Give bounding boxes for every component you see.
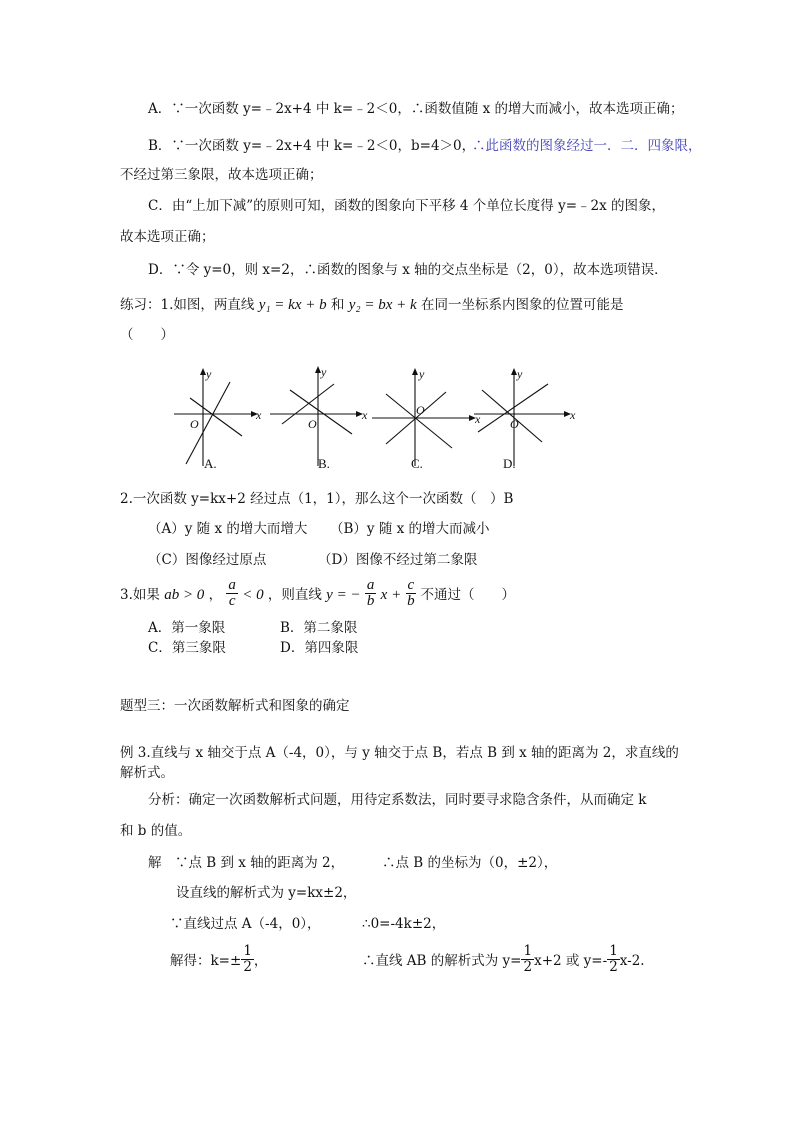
graph-a xyxy=(174,372,255,466)
graph-b-x-label: x xyxy=(362,408,368,422)
solution-line4b xyxy=(362,944,645,978)
graph-a-origin: O xyxy=(190,417,199,431)
q3-frac3-den: b xyxy=(407,593,415,609)
example-3-line1: 例 3.直线与 x 轴交于点 A（-4，0），与 y 轴交于点 B，若点 B 到 x 轴的距离为 2，求直线的 xyxy=(120,745,679,761)
option-d-text: D．∵令 y=0，则 x=2，∴函数的图象与 x 轴的交点坐标是（2，0），故本选项错误． xyxy=(148,262,668,278)
sol4a-end: ， xyxy=(253,953,268,969)
graph-c-x-label: x xyxy=(475,412,481,426)
q2-option-a: （A）y 随 x 的增大而增大 xyxy=(148,521,308,537)
solution-line3a: ∵直线过点 A（-4，0）， xyxy=(170,916,321,932)
q3-y: y = − xyxy=(326,587,361,603)
q1-equation-1: y₁ = kx + b xyxy=(258,297,327,313)
graph-a-label: A. xyxy=(204,456,217,471)
solution-line4a xyxy=(170,944,267,978)
graph-b-label: B. xyxy=(318,456,330,471)
q3-option-b: B．第二象限 xyxy=(280,620,358,636)
graph-b-line-2 xyxy=(290,390,352,434)
q2-option-b: （B）y 随 x 的增大而减小 xyxy=(330,521,490,537)
solution-line1b: ∴点 B 的坐标为（0，±2）， xyxy=(382,855,558,871)
option-b-text-line2: 不经过第三象限，故本选项正确； xyxy=(120,167,323,183)
q3-option-a: A．第一象限 xyxy=(148,620,226,636)
q2-option-c: （C）图像经过原点 xyxy=(148,552,267,568)
q1-suffix: 在同一坐标系内图象的位置可能是 xyxy=(420,297,624,313)
solution-line3b: ∴0=-4k±2， xyxy=(362,916,446,932)
q1-equation-2: y₂ = bx + k xyxy=(348,297,417,313)
option-c-text-line2: 故本选项正确； xyxy=(120,229,215,245)
graph-b-y-label: y xyxy=(321,365,327,379)
option-c-text: C．由“上加下减”的原则可知，函数的图象向下平移 4 个单位长度得 y=﹣2x 的图象， xyxy=(148,198,666,214)
section-title: 题型三：一次函数解析式和图象的确定 xyxy=(120,698,350,714)
example-3-line2: 解析式。 xyxy=(120,765,174,781)
sol4b-frac2-den: 2 xyxy=(609,959,618,975)
option-a-text: A．∵一次函数 y=﹣2x+4 中 k=﹣2＜0，∴函数值随 x 的增大而减小，故本选项正确； xyxy=(148,101,684,117)
q1-graphs xyxy=(160,362,590,476)
graph-d-x-label: x xyxy=(570,408,576,422)
q3-frac1-den: c xyxy=(228,593,236,609)
q3-ab: ab > 0 xyxy=(164,587,205,603)
graph-b-origin: O xyxy=(308,417,317,431)
solution-line1a: 解 ∵点 B 到 x 轴的距离为 2， xyxy=(148,855,345,871)
q3-frac-a-over-b xyxy=(365,578,377,609)
q3-option-c: C．第三象限 xyxy=(148,640,226,656)
option-b-text-part2: ∴此函数的图象经过一．二．四象限， xyxy=(472,138,702,154)
sol4b-frac1-num: 1 xyxy=(523,943,533,959)
q3-frac3-num: c xyxy=(407,577,415,593)
sol4b-frac1-den: 2 xyxy=(523,959,533,975)
q3-frac-c-over-b xyxy=(406,578,417,609)
sol4b-fraction-2 xyxy=(607,944,620,975)
q3-frac1-num: a xyxy=(228,577,236,593)
sol4b-frac2-num: 1 xyxy=(609,943,618,959)
q1-prefix: 练习：1.如图，两直线 xyxy=(120,297,255,313)
graph-a-y-label: y xyxy=(206,367,212,381)
graph-d xyxy=(474,372,568,466)
q3-prefix: 3.如果 xyxy=(120,587,160,603)
graph-c-y-label: y xyxy=(419,367,425,381)
sol4a-text: 解得：k=± xyxy=(170,953,242,969)
practice-q3 xyxy=(120,577,515,611)
q3-mid: ，则直线 xyxy=(267,587,322,603)
q3-frac2-den: b xyxy=(366,593,375,609)
graph-d-y-label: y xyxy=(517,367,523,381)
practice-q1 xyxy=(120,297,623,313)
graph-d-line-2 xyxy=(482,390,542,442)
graph-c-origin: O xyxy=(416,403,425,417)
analysis-line2: 和 b 的值。 xyxy=(120,823,192,839)
q3-lt: < 0 xyxy=(242,587,264,603)
graph-c-y-arrow xyxy=(412,368,418,375)
sol4b-mid: x+2 或 y=- xyxy=(534,953,608,969)
graph-d-label: D. xyxy=(503,456,516,471)
practice-q2: 2.一次函数 y=kx+2 经过点（1，1），那么这个一次函数（ ）B xyxy=(120,491,514,507)
graph-a-x-label: x xyxy=(256,408,262,422)
graph-c-label: C. xyxy=(411,456,423,471)
sol4b-text: ∴直线 AB 的解析式为 y= xyxy=(362,953,522,969)
sol4a-fraction xyxy=(241,944,254,975)
q3-frac-a-over-c xyxy=(226,578,238,609)
q3-frac2-num: a xyxy=(366,577,375,593)
sol4a-frac-num: 1 xyxy=(243,943,252,959)
q3-suffix: 不通过（ ） xyxy=(420,587,515,603)
q1-answer-paren: （ ） xyxy=(120,327,174,343)
solution-line2: 设直线的解析式为 y=kx±2， xyxy=(176,885,357,901)
analysis-line1: 分析：确定一次函数解析式问题，用待定系数法，同时要寻求隐含条件，从而确定 k xyxy=(148,792,647,808)
option-b-text-part1: B．∵一次函数 y=﹣2x+4 中 k=﹣2＜0，b=4＞0， xyxy=(148,138,476,154)
q1-and: 和 xyxy=(330,297,345,313)
sol4a-frac-den: 2 xyxy=(243,959,252,975)
graph-d-origin: O xyxy=(510,417,519,431)
sol4b-fraction-1 xyxy=(521,944,534,975)
q3-option-d: D．第四象限 xyxy=(280,640,359,656)
graph-c xyxy=(372,372,474,466)
sol4b-end: x-2. xyxy=(619,953,645,969)
q3-xplus: x + xyxy=(380,587,402,603)
q3-comma: ， xyxy=(208,587,223,603)
q2-option-d: （D）图像不经过第二象限 xyxy=(318,552,478,568)
